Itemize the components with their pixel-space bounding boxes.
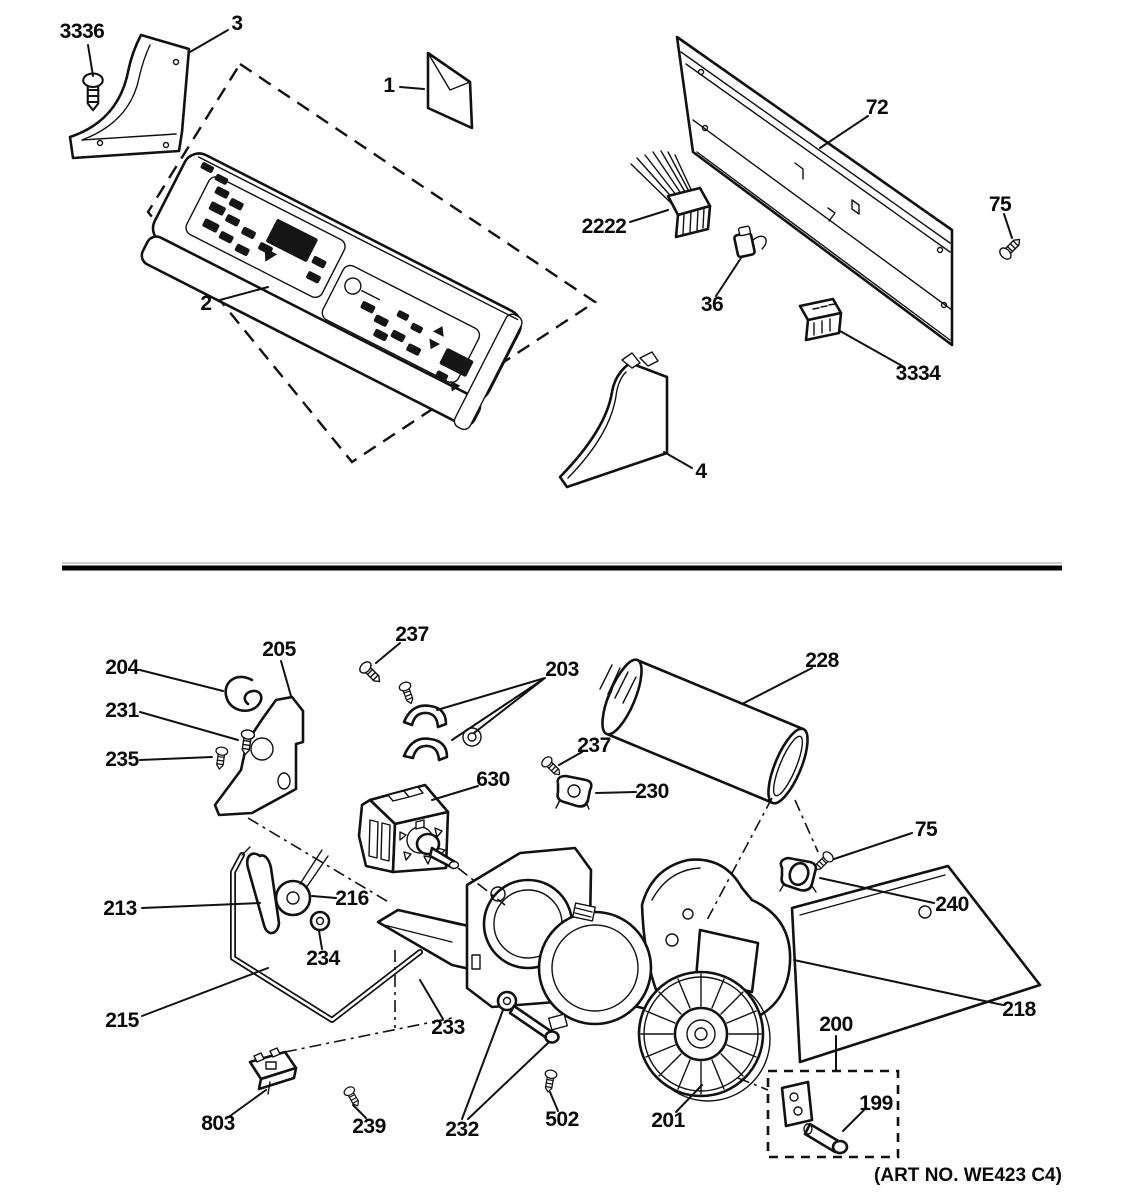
- part-label-231: 231: [105, 699, 139, 722]
- part-label-204: 204: [105, 656, 139, 679]
- part-label-75-top: 75: [988, 193, 1012, 216]
- part-label-200: 200: [819, 1013, 853, 1036]
- screw-235: [214, 746, 229, 769]
- part-label-205: 205: [262, 638, 296, 661]
- screw-3336: [83, 74, 103, 111]
- wire-harness-part2222: [631, 151, 710, 237]
- part-label-218: 218: [1002, 998, 1036, 1021]
- part-label-230: 230: [635, 780, 669, 803]
- thermostat-part240: [780, 858, 816, 892]
- idler-pulley-part216: [276, 850, 328, 915]
- part-label-36: 36: [700, 293, 724, 316]
- thermal-fuse-part36: [734, 226, 766, 258]
- part-label-630: 630: [476, 768, 510, 791]
- part-label-234: 234: [306, 947, 340, 970]
- part-label-213: 213: [103, 897, 137, 920]
- part-label-201: 201: [651, 1109, 685, 1132]
- control-panel-part2: [134, 148, 526, 432]
- part-label-3336: 3336: [59, 20, 105, 43]
- bracket-part230: [556, 776, 591, 809]
- right-end-cap-part4: [560, 352, 667, 487]
- part-label-215: 215: [105, 1009, 139, 1032]
- clamp-set-part203: [398, 681, 481, 760]
- part-label-2: 2: [200, 292, 212, 315]
- part-label-72: 72: [865, 96, 889, 119]
- part-label-240: 240: [935, 893, 969, 916]
- part-label-235: 235: [105, 748, 139, 771]
- motor-part630: [359, 785, 459, 872]
- literature-envelope-part1: [428, 53, 472, 128]
- part-label-216: 216: [335, 887, 369, 910]
- part-label-232: 232: [445, 1118, 479, 1141]
- part-label-228: 228: [805, 649, 839, 672]
- part-label-199: 199: [859, 1092, 893, 1115]
- part-label-203: 203: [545, 658, 579, 681]
- screw-237-upper: [358, 660, 385, 687]
- terminal-block-part3334: [800, 299, 841, 340]
- duct-part228: [595, 655, 816, 808]
- belt-part213: [247, 854, 279, 933]
- art-number: (ART NO. WE423 C4): [874, 1165, 1062, 1186]
- part-label-3334: 3334: [895, 362, 941, 385]
- part-label-2222: 2222: [581, 215, 627, 238]
- bracket-part205: [215, 697, 303, 815]
- part-label-4: 4: [695, 460, 707, 483]
- part-label-1: 1: [383, 74, 395, 97]
- screw-75-top: [998, 235, 1025, 262]
- part-label-3: 3: [231, 12, 243, 35]
- screw-502: [542, 1069, 557, 1093]
- part-label-237-lower: 237: [577, 734, 611, 757]
- clip-part204: [226, 677, 262, 711]
- switch-part803: [250, 1048, 296, 1094]
- part-label-502: 502: [545, 1108, 579, 1131]
- part-label-239: 239: [352, 1115, 386, 1138]
- section-divider: [62, 563, 1062, 568]
- washer-part234: [311, 912, 329, 930]
- screw-237-lower: [540, 755, 564, 779]
- part-label-803: 803: [201, 1112, 235, 1135]
- part-label-75-lower: 75: [914, 818, 938, 841]
- part-label-233: 233: [431, 1016, 465, 1039]
- part-label-237-upper: 237: [395, 623, 429, 646]
